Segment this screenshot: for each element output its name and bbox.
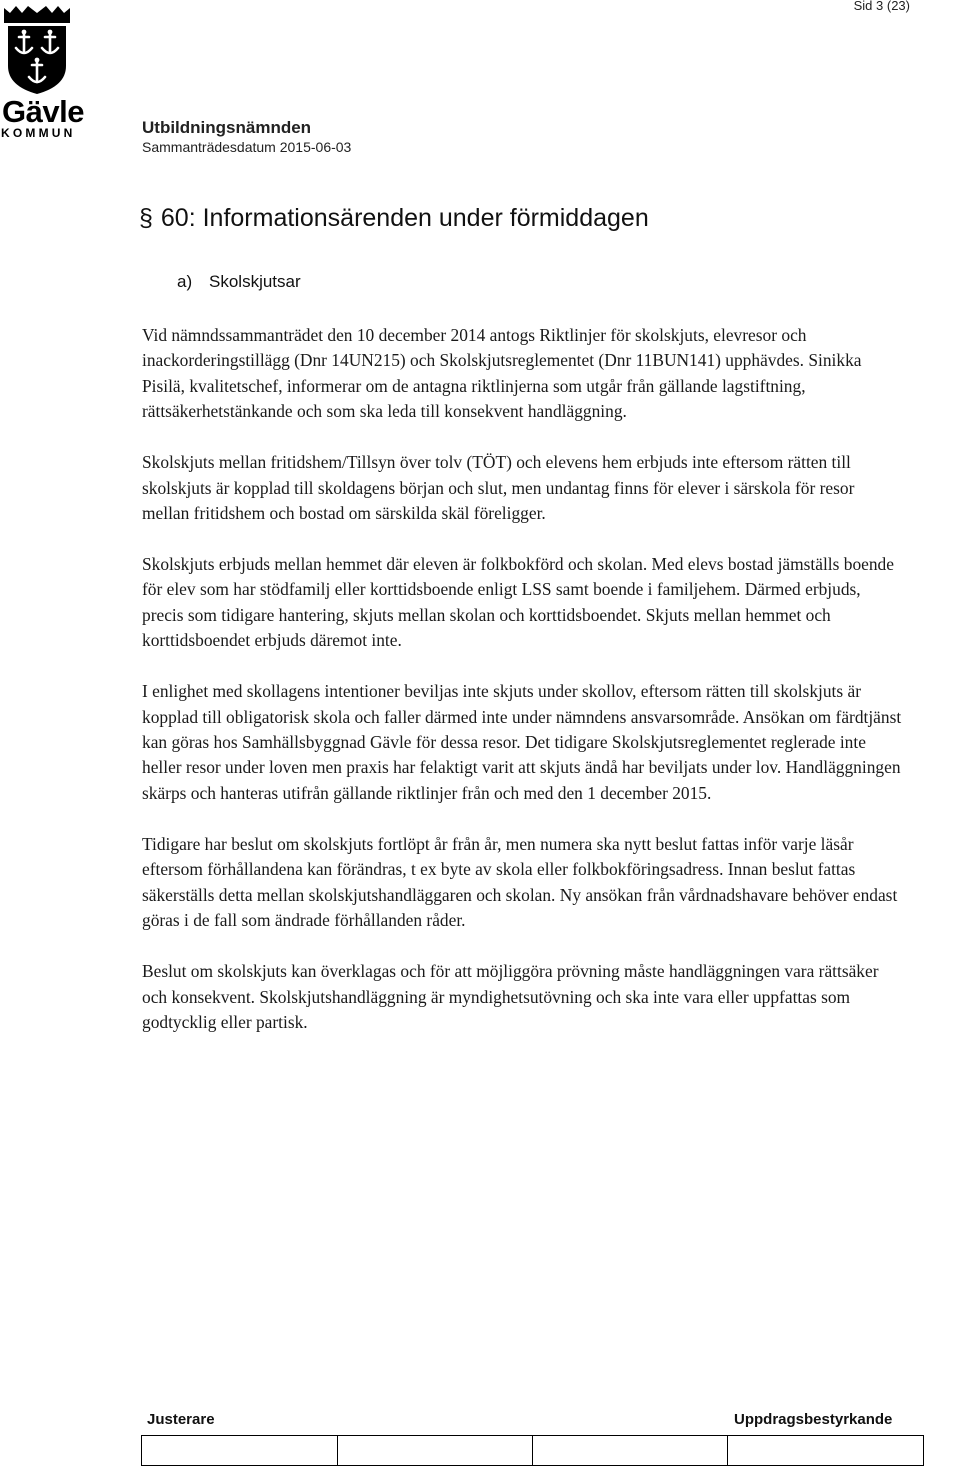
paragraph: Vid nämndssammanträdet den 10 december 2014 antogs Riktlinjer för skolskjuts, elevresor och inackorderingstillägg (Dnr 14UN215) och Skolskjutsreglementet (Dnr 11BUN141) upphävdes. Sinikka Pisilä, kvalitetschef, informerar om de antagna riktlinjerna som utgår från gällande lagstiftning, rättsäkerhetstänkande och som ska leda till konsekvent handläggning. — [142, 325, 862, 422]
signature-cell — [728, 1436, 924, 1466]
signature-table — [141, 1435, 924, 1466]
paragraph: I enlighet med skollagens intentioner beviljas inte skjuts under skollov, eftersom rätten till skolskjuts är kopplad till obligatorisk skola och faller därmed inte under nämndens ansvarsområde. Ansökan om färdtjänst kan göras hos Samhällsbyggnad Gävle för dessa resor. Det tidigare Skolskjutsreglementet reglerade inte heller resor under loven men praxis har felaktigt varit att skjuts ändå har beviljats under lov. Handläggningen skärps och hanteras utifrån gällande riktlinjer från och med den 1 december 2015. — [142, 681, 902, 803]
paragraph: Tidigare har beslut om skolskjuts fortlöpt år från år, men numera ska nytt beslut fattas inför varje läsår eftersom förhållandena kan förändras, t ex byte av skola eller folkbokföringsadress. Innan beslut fattas säkerställs detta mellan skolskjutshandläggaren och skolan. Ny ansökan från vårdnadshavare behöver endast göras i de fall som ändrade förhållanden råder. — [142, 833, 898, 931]
coat-of-arms-icon — [0, 4, 74, 96]
signature-cell — [533, 1436, 728, 1466]
logo-name: Gävle — [2, 94, 84, 129]
organization-name: Utbildningsnämnden — [142, 118, 312, 137]
subheading-marker: a) — [177, 272, 193, 291]
logo-subtitle: KOMMUN — [1, 126, 76, 140]
section-heading — [139, 204, 649, 233]
body-text — [142, 323, 902, 1061]
meeting-date: Sammanträdesdatum 2015-06-03 — [142, 139, 352, 155]
signature-cell — [338, 1436, 533, 1466]
paragraph-symbol: § — [139, 204, 153, 232]
uppdragsbestyrkande-label: Uppdragsbestyrkande — [734, 1411, 893, 1428]
section-title: 60: Informationsärenden under förmiddagen — [160, 204, 649, 232]
subheading-title: Skolskjutsar — [209, 272, 301, 291]
page-number: Sid 3 (23) — [853, 0, 910, 13]
signature-cell — [142, 1436, 338, 1466]
paragraph: Skolskjuts erbjuds mellan hemmet där eleven är folkbokförd och skolan. Med elevs bostad jämställs boende för elev som har stödfamilj eller korttidsboende enligt LSS samt boende i familjehem. Därmed erbjuds, precis som tidigare hantering, skjuts mellan skolan och korttidsboendet. Skjuts mellan hemmet och korttidsboendet erbjuds däremot inte. — [142, 554, 894, 651]
paragraph: Skolskjuts mellan fritidshem/Tillsyn över tolv (TÖT) och elevens hem erbjuds inte eftersom rätten till skolskjuts är kopplad till skoldagens början och slut, men undantag finns för elever i särskola för resor mellan fritidshem och bostad om särskilda skäl föreligger. — [142, 452, 855, 524]
paragraph: Beslut om skolskjuts kan överklagas och för att möjliggöra prövning måste handläggningen vara rättsäker och konsekvent. Skolskjutshandläggning är myndighetsutövning och ska inte vara eller uppfattas som godtycklig eller partisk. — [142, 961, 879, 1032]
justerare-label: Justerare — [147, 1411, 215, 1428]
gavle-kommun-logo — [0, 4, 112, 138]
